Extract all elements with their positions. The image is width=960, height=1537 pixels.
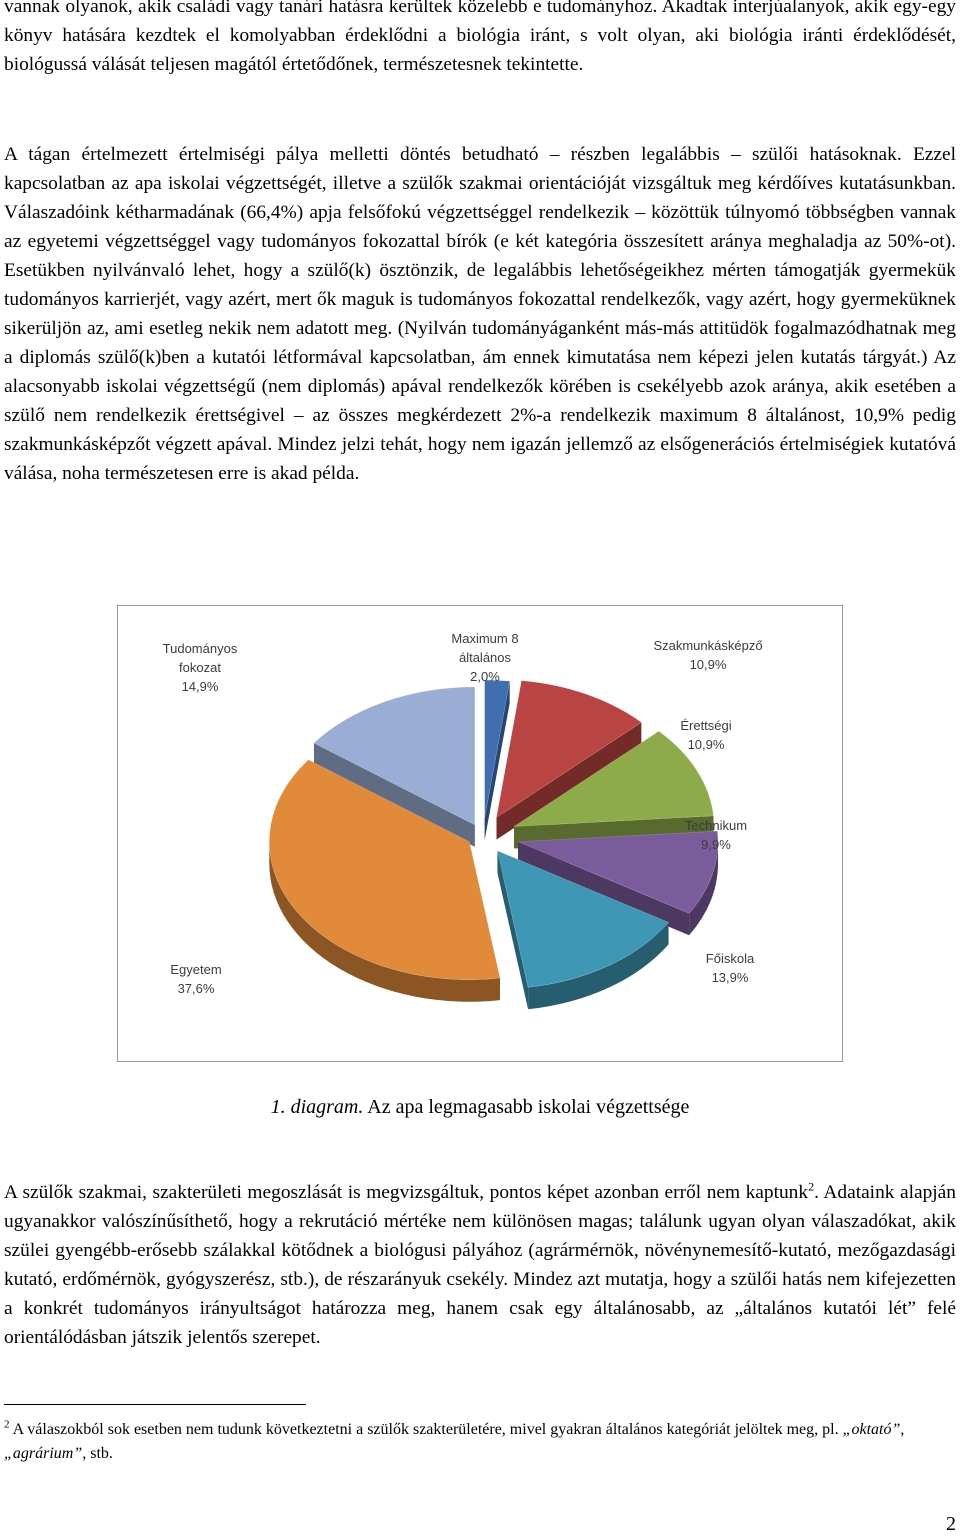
paragraph-parental-influence: A tágan értelmezett értelmiségi pálya melletti döntés betudható – részben legalábbis – szülői hatásoknak. Ezzel kapcsolatban az apa iskolai végzettségét, illetve a szülők szakmai orientációját vizsgáltuk meg kérdőíves kutatásunkban. Válaszadóink kétharmadának (66,4%) apja felsőfokú végzettséggel rendelkezik – közöttük túlnyomó többségben vannak az egyetemi végzettséggel vagy tudományos fokozattal bírók (e két kategória összesített aránya meghaladja az 50%-ot). Esetükben nyilvánvaló lehet, hogy a szülő(k) ösztönzik, de legalábbis lehetőségeikhez mérten támogatják gyermekük tudományos karrierjét, vagy azért, mert ők maguk is tudományos fokozattal rendelkezők, vagy azért, hogy gyermeküknek sikerüljön az, ami esetleg nekik nem adatott meg. (Nyilván tudományáganként más-más attitüdök fogalmazódhatnak meg a diplomás szülő(k)ben a kutatói létformával kapcsolatban, ám ennek kimutatása nem képezi jelen kutatás tárgyát.) Az alacsonyabb iskolai végzettségű (nem diplomás) apával rendelkezők körében is csekélyebb azok aránya, akik esetében a szülő nem rendelkezik érettségivel – az összes megkérdezett 2%-a rendelkezik maximum 8 általánost, 10,9% pedig szakmunkásképzőt végzett apával. Mindez jelzi tehát, hogy nem igazán jellemző az elsőgenerációs értelmiségiek kutatóvá válása, noha természetesen erre is akad példa. bbox=[4, 144, 956, 484]
footnote bbox=[4, 1418, 956, 1466]
pie-chart-svg bbox=[118, 606, 844, 1063]
pie-category-label: Technikum bbox=[684, 818, 748, 833]
footnote-term-agrarium: „agrárium” bbox=[4, 1445, 83, 1462]
figure-caption bbox=[0, 1093, 960, 1121]
pie-category-label: Egyetem bbox=[170, 962, 222, 977]
pie-value-label: 10,9% bbox=[689, 657, 727, 672]
pie-value-label: 14,9% bbox=[181, 679, 219, 694]
paragraph-3-text-a: A szülők szakmai, szakterületi megoszlását is megvizsgáltuk, pontos képet azonban erről nem kaptunk bbox=[4, 1182, 809, 1203]
pie-category-label: Szakmunkásképző bbox=[653, 638, 763, 653]
footnote-mark: 2 bbox=[4, 1418, 10, 1431]
pie-chart-figure bbox=[117, 605, 843, 1062]
pie-value-label: 13,9% bbox=[711, 970, 749, 985]
pie-value-label: 2,0% bbox=[470, 669, 500, 684]
page-number: 2 bbox=[946, 1513, 956, 1535]
footnote-separator bbox=[4, 1404, 306, 1405]
footnote-text: A válaszokból sok esetben nem tudunk következtetni a szülők szakterületére, mivel gyakran általános kategóriát jelöltek meg, pl. bbox=[9, 1421, 843, 1438]
footnote-separator-text: , bbox=[900, 1421, 905, 1438]
pie-category-label: Tudományos bbox=[162, 641, 238, 656]
paragraph-intro: vannak olyanok, akik családi vagy tanári hatásra kerültek közelebb e tudományhoz. Akadtak interjúalanyok, akik egy-egy könyv hatására kezdtek el komolyabban érdeklődni a biológia iránt, s volt olyan, aki biológia iránti érdeklődését, biológussá válását teljesen magától értetődőnek, természetesnek tekintette. bbox=[4, 0, 956, 75]
pie-value-label: 9,9% bbox=[701, 837, 731, 852]
footnote-text-end: , stb. bbox=[82, 1445, 113, 1462]
footnote-reference[interactable]: 2 bbox=[808, 1179, 815, 1194]
pie-value-label: 37,6% bbox=[177, 981, 215, 996]
paragraph-parent-profession bbox=[4, 1178, 956, 1352]
paragraph-3-text-b: . Adataink alapján ugyanakkor valószínűsíthető, hogy a rekrutáció mértéke nem különösen magas; találunk ugyan olyan válaszadókat, akik szülei gyengébb-erősebb szálakkal kötődnek a biológusi pályához (agrármérnök, növénynemesítő-kutató, mezőgazdasági kutató, erdőmérnök, gyógyszerész, stb.), de részarányuk csekély. Mindez azt mutatja, hogy a szülői hatás nem kifejezetten a konkrét tudományos irányultságot határozza meg, hanem csak egy általánosabb, az „általános kutatói lét” felé orientálódásban játszik jelentős szerepet. bbox=[4, 1182, 956, 1348]
footnote-term-oktato: „oktató” bbox=[842, 1421, 901, 1438]
pie-category-label: fokozat bbox=[179, 660, 221, 675]
pie-category-label: Érettségi bbox=[680, 718, 732, 733]
pie-category-label: Maximum 8 bbox=[451, 631, 519, 646]
caption-number: 1. diagram. bbox=[270, 1096, 364, 1118]
pie-category-label: Főiskola bbox=[705, 951, 755, 966]
pie-value-label: 10,9% bbox=[687, 737, 725, 752]
caption-text: Az apa legmagasabb iskolai végzettsége bbox=[363, 1096, 690, 1118]
pie-category-label: általános bbox=[458, 650, 512, 665]
